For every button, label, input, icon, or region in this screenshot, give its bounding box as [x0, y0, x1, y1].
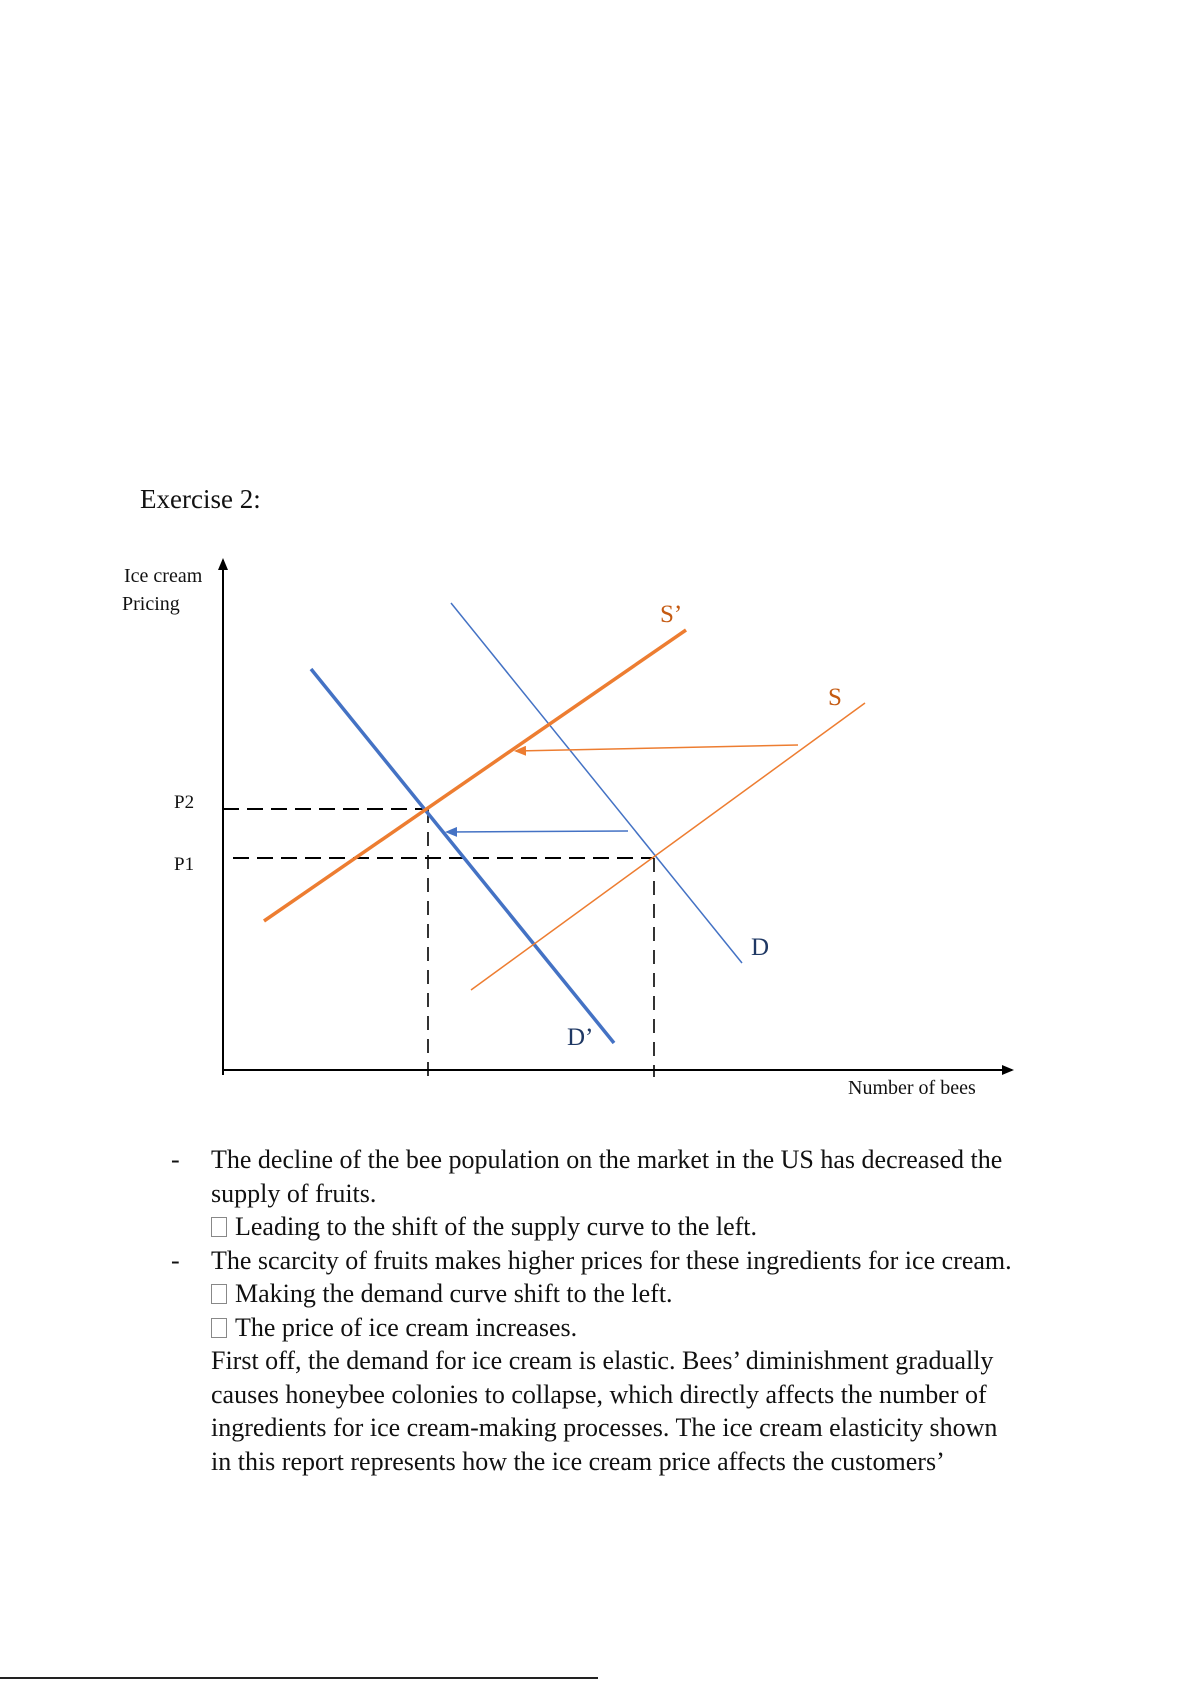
missing-glyph-icon: [211, 1284, 227, 1304]
bullet-item: [171, 1143, 1071, 1244]
y-axis-label-line2: Pricing: [122, 593, 180, 615]
sub2-text: Making the demand curve shift to the left.: [235, 1279, 673, 1308]
footer-rule: [0, 1677, 598, 1679]
paragraph-line: ingredients for ice cream-making processes. The ice cream elasticity shown: [211, 1413, 998, 1442]
tick-p1: P1: [174, 854, 195, 875]
y-axis-label-line1: Ice cream: [124, 565, 203, 587]
demand-curve-d: [451, 603, 742, 963]
missing-glyph-icon: [211, 1318, 227, 1338]
demand-shift-arrow: [447, 831, 628, 832]
explanation-text: [171, 1143, 1071, 1478]
supply-curve-s: [471, 703, 865, 990]
sub1-text: Leading to the shift of the supply curve to the left.: [235, 1212, 758, 1241]
label-d: D: [751, 934, 770, 961]
label-d-prime: D’: [567, 1024, 594, 1051]
paragraph-line: in this report represents how the ice cream price affects the customers’: [211, 1446, 945, 1476]
label-s-prime: S’: [660, 601, 683, 628]
bullet-dash: -: [171, 1245, 180, 1275]
bullet-item: [171, 1244, 1071, 1479]
bullet-dash: -: [171, 1145, 180, 1174]
exercise-heading: Exercise 2:: [140, 484, 261, 514]
supply-shift-arrow: [516, 745, 798, 751]
bullet2-line1: The scarcity of fruits makes higher prices for these ingredients for ice cream.: [211, 1245, 1012, 1275]
tick-p2: P2: [174, 792, 195, 813]
sub3-text: The price of ice cream increases.: [235, 1312, 578, 1342]
label-s: S: [828, 684, 842, 711]
sub-item: [211, 1311, 1071, 1345]
bullet1-line2: supply of fruits.: [211, 1178, 377, 1208]
sub-item: [211, 1277, 1071, 1311]
paragraph-line: First off, the demand for ice cream is elastic. Bees’ diminishment gradually: [211, 1346, 994, 1375]
missing-glyph-icon: [211, 1217, 227, 1237]
supply-curve-s-prime: [264, 630, 686, 921]
x-axis-label: Number of bees: [848, 1077, 976, 1099]
bullet1-line1: The decline of the bee population on the market in the US has decreased the: [211, 1145, 1003, 1174]
sub-item: [211, 1210, 1071, 1244]
paragraph-line: causes honeybee colonies to collapse, which directly affects the number of: [211, 1379, 987, 1409]
